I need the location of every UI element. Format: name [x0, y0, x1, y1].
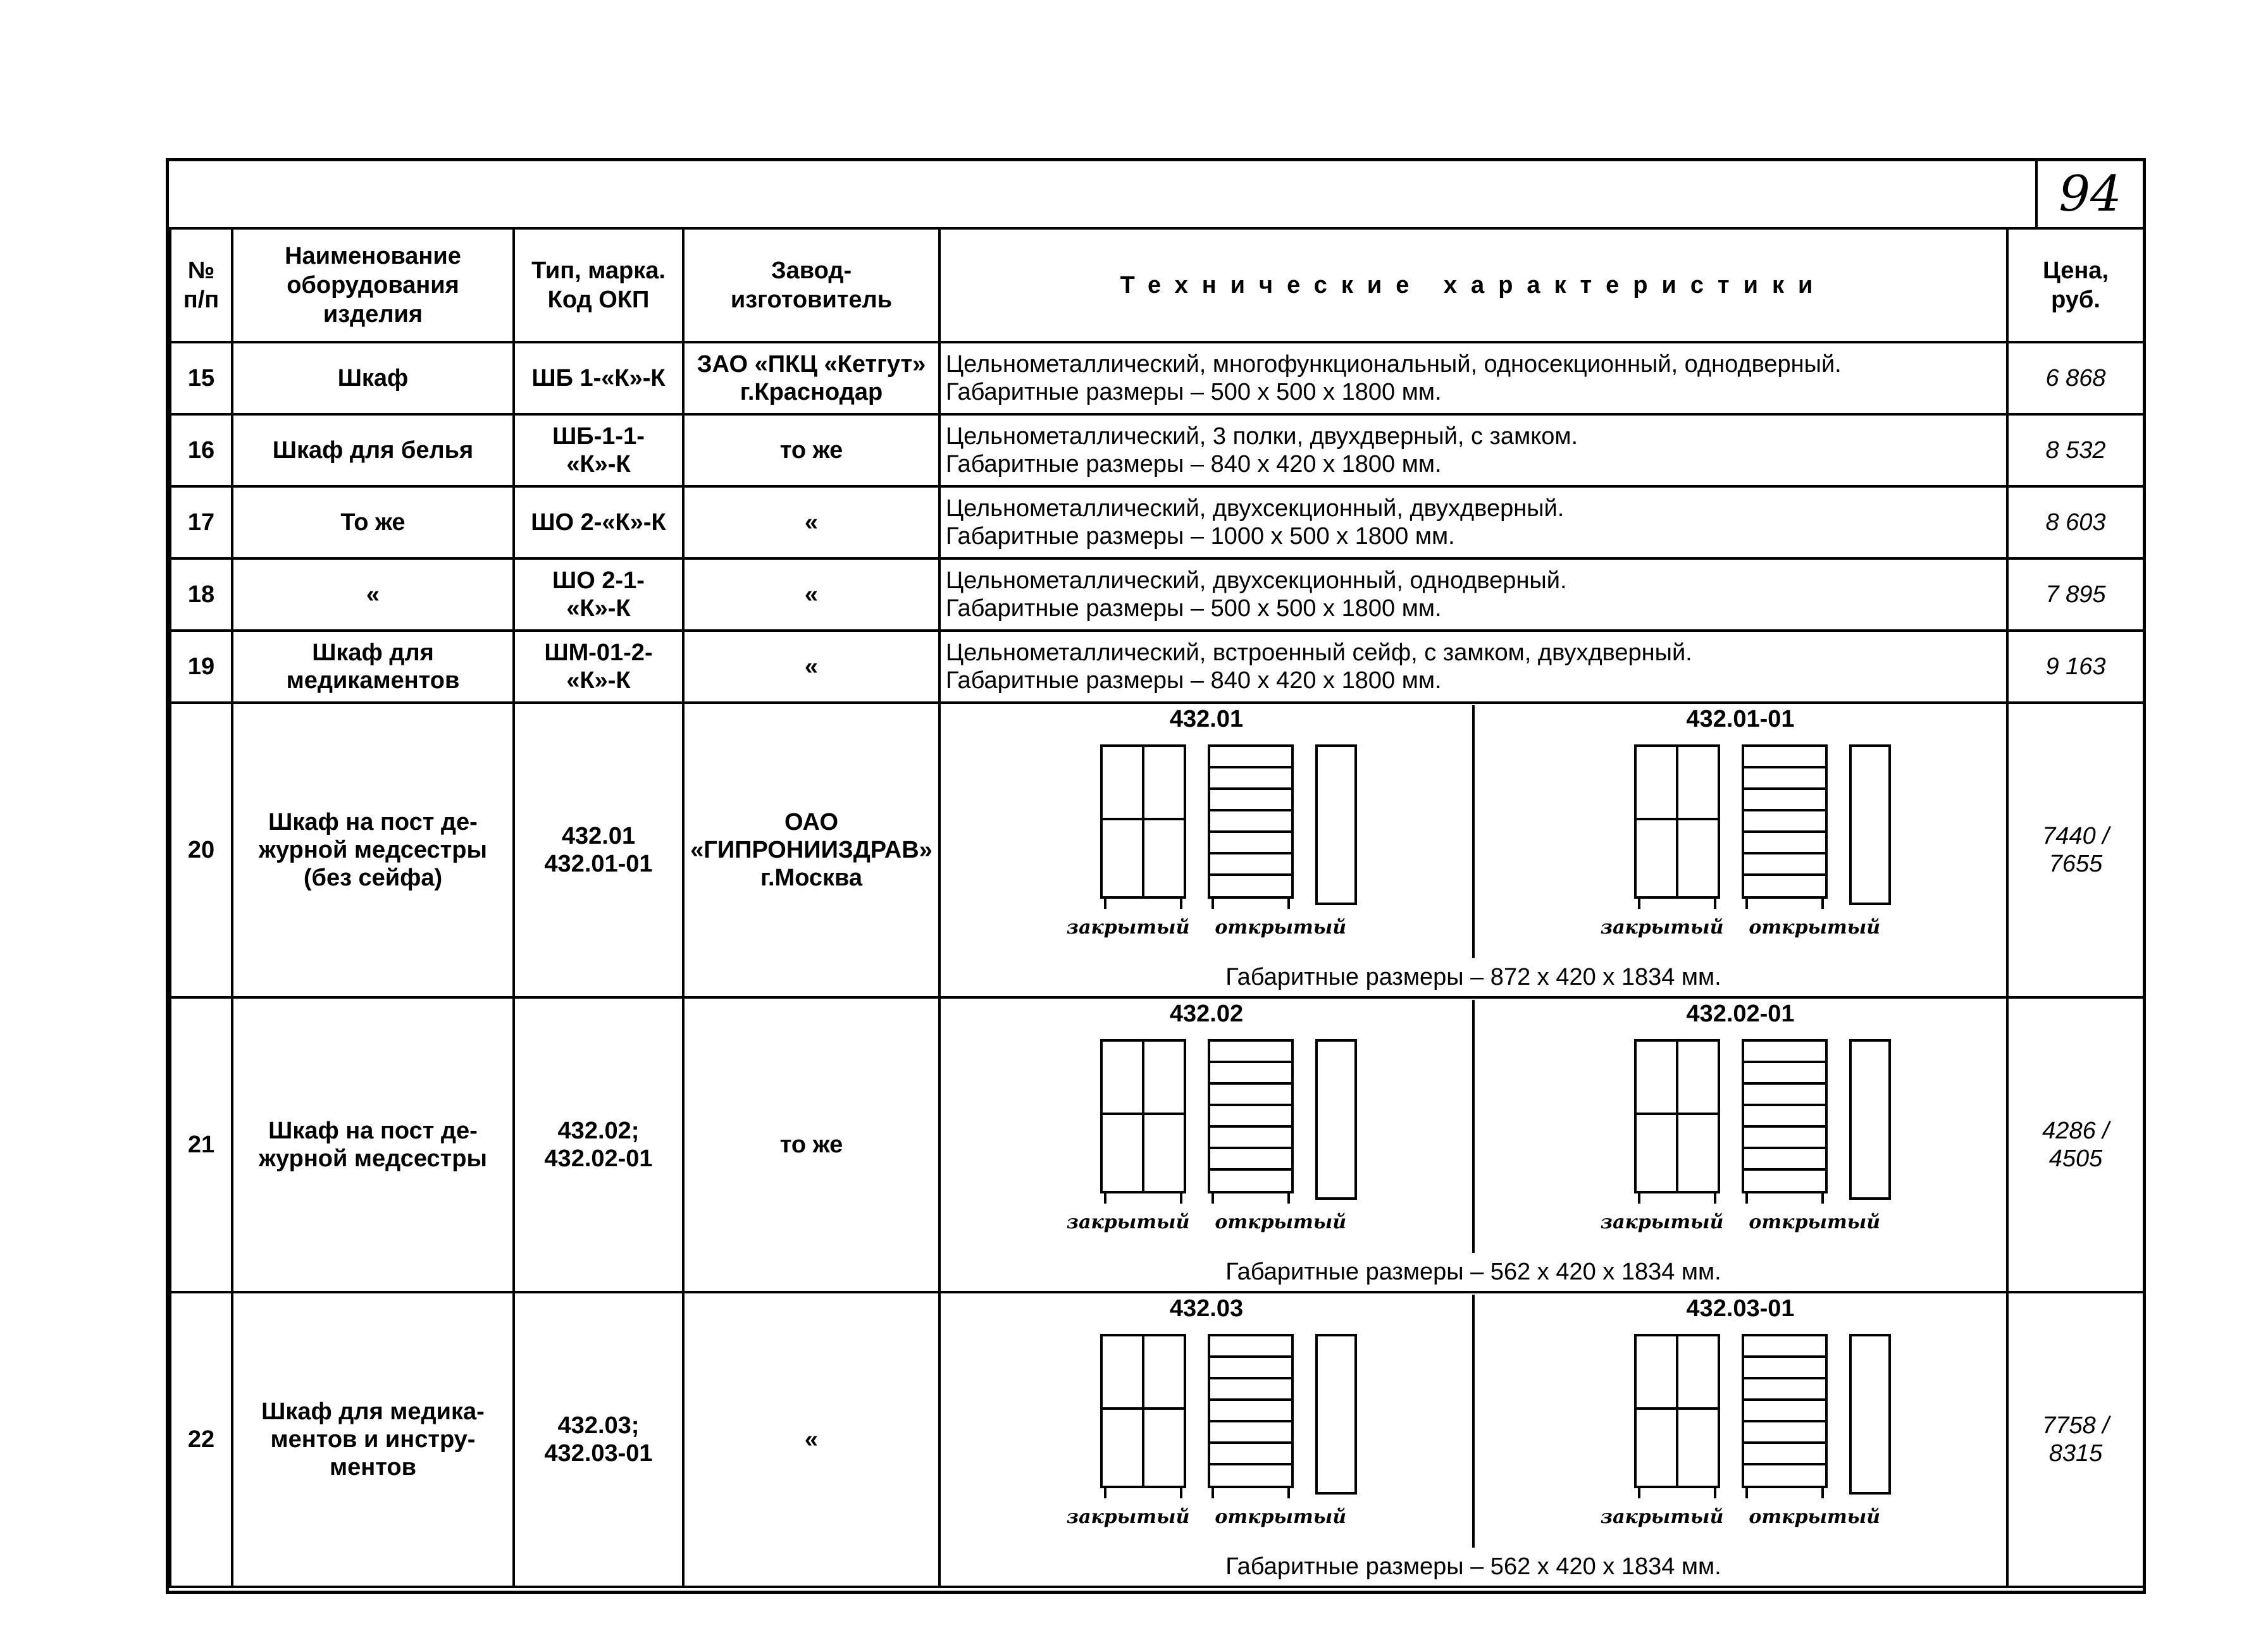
item-name: Шкаф для медикаментов: [232, 631, 514, 703]
specifications: Цельнометаллический, 3 полки, двухдверный, с замком. Габаритные размеры – 840 х 420 х 1800 мм.: [939, 414, 2007, 486]
label-closed: закрытый: [1600, 1211, 1724, 1233]
item-name: «: [232, 558, 514, 631]
label-open: открытый: [1215, 916, 1347, 939]
cabinet-side-drawing: [1314, 743, 1358, 914]
item-type: ШБ 1-«К»-К: [514, 342, 683, 414]
cabinet-side-drawing: [1848, 1038, 1892, 1209]
table-row: [170, 703, 2144, 997]
label-open: открытый: [1215, 1506, 1347, 1528]
figure-labels: [1475, 1503, 2006, 1531]
label-open: открытый: [1749, 916, 1881, 939]
item-type: ШО 2-«К»-К: [514, 486, 683, 558]
item-name: То же: [232, 486, 514, 558]
figure-divider: [1472, 1295, 1475, 1548]
price: 7 895: [2007, 558, 2144, 631]
item-name: Шкаф на пост де- журной медсестры: [232, 997, 514, 1292]
manufacturer: то же: [683, 414, 939, 486]
specifications: Цельнометаллический, двухсекционный, двухдверный. Габаритные размеры – 1000 х 500 х 1800 мм.: [939, 486, 2007, 558]
cabinet-closed-drawing: [1633, 1038, 1721, 1209]
specifications: Цельнометаллический, встроенный сейф, с замком, двухдверный. Габаритные размеры – 840 х 420 х 1800 мм.: [939, 631, 2007, 703]
header-name: Наименование оборудования изделия: [232, 228, 514, 342]
item-name: Шкаф для медика- ментов и инстру- ментов: [232, 1292, 514, 1587]
item-type: ШО 2-1- «К»-К: [514, 558, 683, 631]
specifications-figures: [939, 1292, 2007, 1587]
item-type: 432.01 432.01-01: [514, 703, 683, 997]
cabinet-open-drawing: [1206, 743, 1295, 914]
specifications-figures: [939, 703, 2007, 997]
row-number: 17: [170, 486, 232, 558]
price: 7758 / 8315: [2007, 1292, 2144, 1587]
table-row: [170, 631, 2144, 703]
row-number: 21: [170, 997, 232, 1292]
cabinet-open-drawing: [1740, 1333, 1829, 1503]
table-row: [170, 414, 2144, 486]
table-header-row: [170, 228, 2144, 342]
cabinet-closed-drawing: [1099, 743, 1187, 914]
cabinet-closed-drawing: [1099, 1333, 1187, 1503]
label-closed: закрытый: [1600, 1506, 1724, 1528]
equipment-table: [169, 227, 2145, 1588]
cabinet-side-drawing: [1848, 1333, 1892, 1503]
row-number: 15: [170, 342, 232, 414]
label-open: открытый: [1749, 1211, 1881, 1233]
manufacturer: «: [683, 486, 939, 558]
figure-title: 432.03: [1169, 1295, 1244, 1322]
specifications: Цельнометаллический, многофункциональный, односекционный, однодверный. Габаритные размеры – 500 х 500 х 1800 мм.: [939, 342, 2007, 414]
figure-open-variant: [1475, 705, 2006, 958]
figure-closed-variant: [941, 1000, 1472, 1253]
item-type: 432.02; 432.02-01: [514, 997, 683, 1292]
figure-labels: [941, 914, 1472, 942]
header-price: Цена, руб.: [2007, 228, 2144, 342]
cabinet-side-drawing: [1314, 1333, 1358, 1503]
page-number: 94: [2035, 161, 2143, 227]
dimensions-text: Габаритные размеры – 562 х 420 х 1834 мм.: [1225, 1259, 1721, 1285]
cabinet-closed-drawing: [1633, 743, 1721, 914]
price: 6 868: [2007, 342, 2144, 414]
row-number: 19: [170, 631, 232, 703]
figure-divider: [1472, 1000, 1475, 1253]
cabinet-closed-drawing: [1633, 1333, 1721, 1503]
figure-title: 432.02-01: [1686, 1001, 1795, 1027]
table-row: [170, 486, 2144, 558]
price: 9 163: [2007, 631, 2144, 703]
cabinet-side-drawing: [1848, 743, 1892, 914]
figure-title: 432.03-01: [1686, 1295, 1795, 1322]
figure-closed-variant: [941, 705, 1472, 958]
label-closed: закрытый: [1066, 1506, 1190, 1528]
cabinet-open-drawing: [1740, 1038, 1829, 1209]
table-row: [170, 558, 2144, 631]
figure-title: 432.01: [1169, 706, 1244, 732]
price: 7440 / 7655: [2007, 703, 2144, 997]
manufacturer: «: [683, 631, 939, 703]
table-row: [170, 342, 2144, 414]
cabinet-open-drawing: [1740, 743, 1829, 914]
manufacturer: ОАО «ГИПРОНИИЗДРАВ» г.Москва: [683, 703, 939, 997]
row-number: 18: [170, 558, 232, 631]
header-type: Тип, марка. Код ОКП: [514, 228, 683, 342]
dimensions-text: Габаритные размеры – 872 х 420 х 1834 мм.: [1225, 964, 1721, 990]
specifications-figures: [939, 997, 2007, 1292]
label-open: открытый: [1215, 1211, 1347, 1233]
row-number: 22: [170, 1292, 232, 1587]
row-number: 20: [170, 703, 232, 997]
header-spec: Технические характеристики: [939, 228, 2007, 342]
header-num: № п/п: [170, 228, 232, 342]
label-open: открытый: [1749, 1506, 1881, 1528]
header-maker: Завод- изготовитель: [683, 228, 939, 342]
figure-title: 432.02: [1169, 1001, 1244, 1027]
manufacturer: «: [683, 558, 939, 631]
item-type: ШБ-1-1- «К»-К: [514, 414, 683, 486]
table-row: [170, 997, 2144, 1292]
figure-open-variant: [1475, 1295, 2006, 1548]
cabinet-closed-drawing: [1099, 1038, 1187, 1209]
specifications: Цельнометаллический, двухсекционный, однодверный. Габаритные размеры – 500 х 500 х 1800 мм.: [939, 558, 2007, 631]
figure-labels: [941, 1503, 1472, 1531]
figure-title: 432.01-01: [1686, 706, 1795, 732]
price: 4286 / 4505: [2007, 997, 2144, 1292]
item-name: Шкаф для белья: [232, 414, 514, 486]
figure-labels: [1475, 914, 2006, 942]
label-closed: закрытый: [1600, 916, 1724, 939]
manufacturer: то же: [683, 997, 939, 1292]
figure-labels: [941, 1209, 1472, 1236]
document-sheet: [166, 158, 2146, 1594]
table-row: [170, 1292, 2144, 1587]
cabinet-side-drawing: [1314, 1038, 1358, 1209]
item-type: ШМ-01-2- «К»-К: [514, 631, 683, 703]
cabinet-open-drawing: [1206, 1038, 1295, 1209]
label-closed: закрытый: [1066, 1211, 1190, 1233]
cabinet-open-drawing: [1206, 1333, 1295, 1503]
label-closed: закрытый: [1066, 916, 1190, 939]
price: 8 532: [2007, 414, 2144, 486]
row-number: 16: [170, 414, 232, 486]
price: 8 603: [2007, 486, 2144, 558]
manufacturer: «: [683, 1292, 939, 1587]
figure-divider: [1472, 705, 1475, 958]
figure-open-variant: [1475, 1000, 2006, 1253]
item-type: 432.03; 432.03-01: [514, 1292, 683, 1587]
dimensions-text: Габаритные размеры – 562 х 420 х 1834 мм.: [1225, 1553, 1721, 1580]
item-name: Шкаф на пост де- журной медсестры (без сейфа): [232, 703, 514, 997]
header-bar: [169, 161, 2143, 230]
item-name: Шкаф: [232, 342, 514, 414]
manufacturer: ЗАО «ПКЦ «Кетгут» г.Краснодар: [683, 342, 939, 414]
figure-closed-variant: [941, 1295, 1472, 1548]
figure-labels: [1475, 1209, 2006, 1236]
